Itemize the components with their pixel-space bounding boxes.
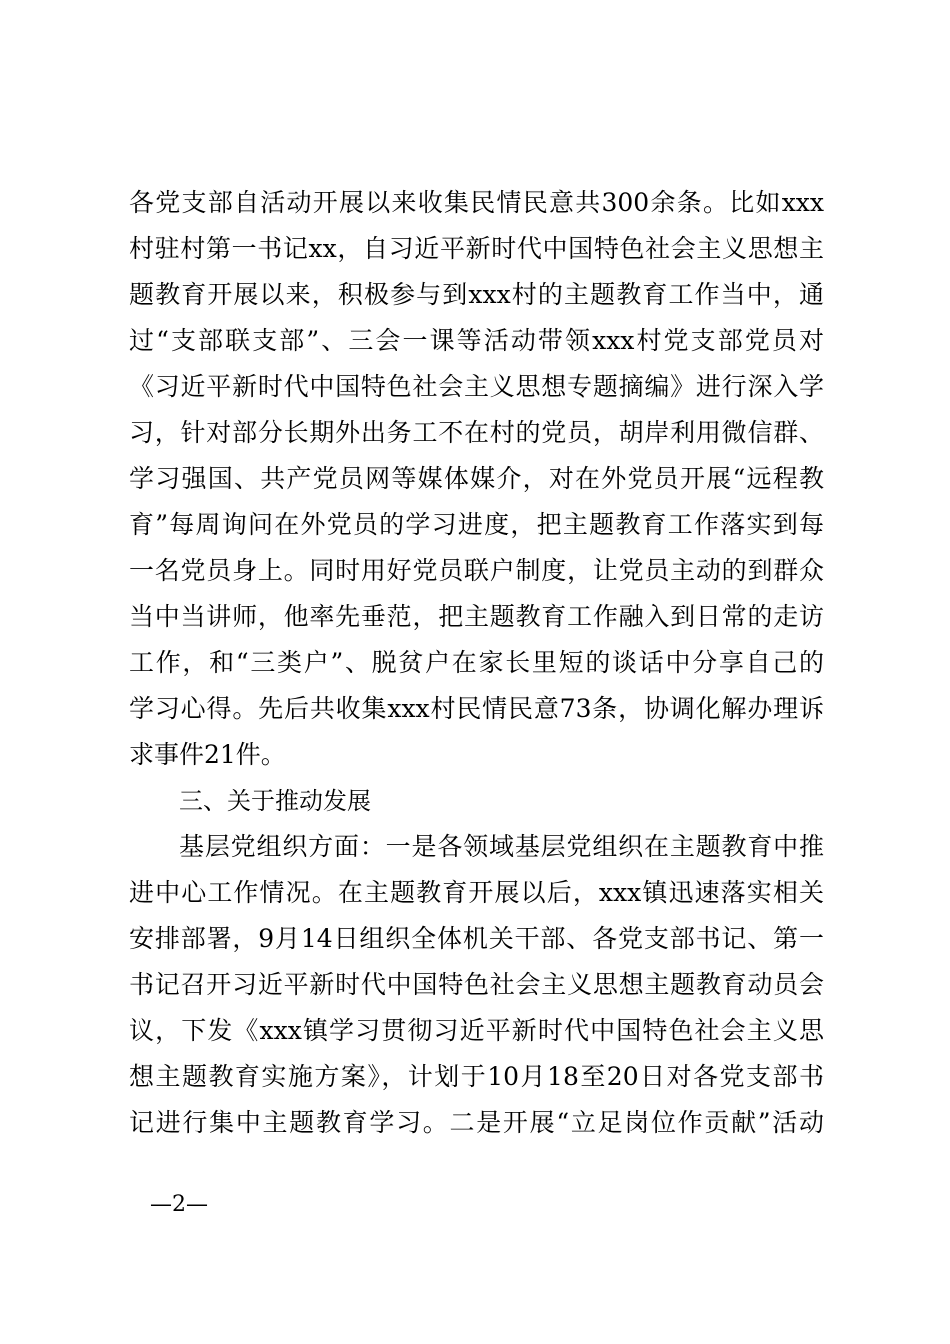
paragraph-line: 《习近平新时代中国特色社会主义思想专题摘编》进行深入学 (129, 372, 824, 401)
paragraph-line: 一名党员身上。同时用好党员联户制度，让党员主动的到群众 (129, 556, 824, 585)
paragraph-line: 育”每周询问在外党员的学习进度，把主题教育工作落实到每 (129, 510, 824, 539)
paragraph-line: 过“支部联支部”、三会一课等活动带领xxx村党支部党员对 (129, 326, 824, 355)
paragraph-line: 安排部署，9月14日组织全体机关干部、各党支部书记、第一 (129, 924, 824, 953)
paragraph-line: 书记召开习近平新时代中国特色社会主义思想主题教育动员会 (129, 970, 824, 999)
paragraph-line: 学习心得。先后共收集xxx村民情民意73条，协调化解办理诉 (129, 694, 824, 723)
paragraph-line: 基层党组织方面：一是各领域基层党组织在主题教育中推 (179, 832, 824, 861)
paragraph-line: 村驻村第一书记xx，自习近平新时代中国特色社会主义思想主 (129, 234, 824, 263)
paragraph-line: 记进行集中主题教育学习。二是开展“立足岗位作贡献”活动 (129, 1108, 824, 1137)
paragraph-line: 求事件21件。 (129, 740, 286, 769)
paragraph-line: 进中心工作情况。在主题教育开展以后，xxx镇迅速落实相关 (129, 878, 824, 907)
page-number: —2— (150, 1192, 208, 1217)
paragraph-line: 当中当讲师，他率先垂范，把主题教育工作融入到日常的走访 (129, 602, 824, 631)
paragraph-line: 各党支部自活动开展以来收集民情民意共300余条。比如xxx (129, 188, 824, 217)
paragraph-line: 习，针对部分长期外出务工不在村的党员，胡岸利用微信群、 (129, 418, 824, 447)
paragraph-line: 学习强国、共产党员网等媒体媒介，对在外党员开展“远程教 (129, 464, 824, 493)
paragraph-line: 议，下发《xxx镇学习贯彻习近平新时代中国特色社会主义思 (129, 1016, 824, 1045)
paragraph-line: 题教育开展以来，积极参与到xxx村的主题教育工作当中，通 (129, 280, 824, 309)
paragraph-line: 工作，和“三类户”、脱贫户在家长里短的谈话中分享自己的 (129, 648, 824, 677)
document-body (129, 180, 824, 1146)
section-heading: 三、关于推动发展 (179, 787, 371, 815)
paragraph-line: 想主题教育实施方案》，计划于10月18至20日对各党支部书 (129, 1062, 824, 1091)
